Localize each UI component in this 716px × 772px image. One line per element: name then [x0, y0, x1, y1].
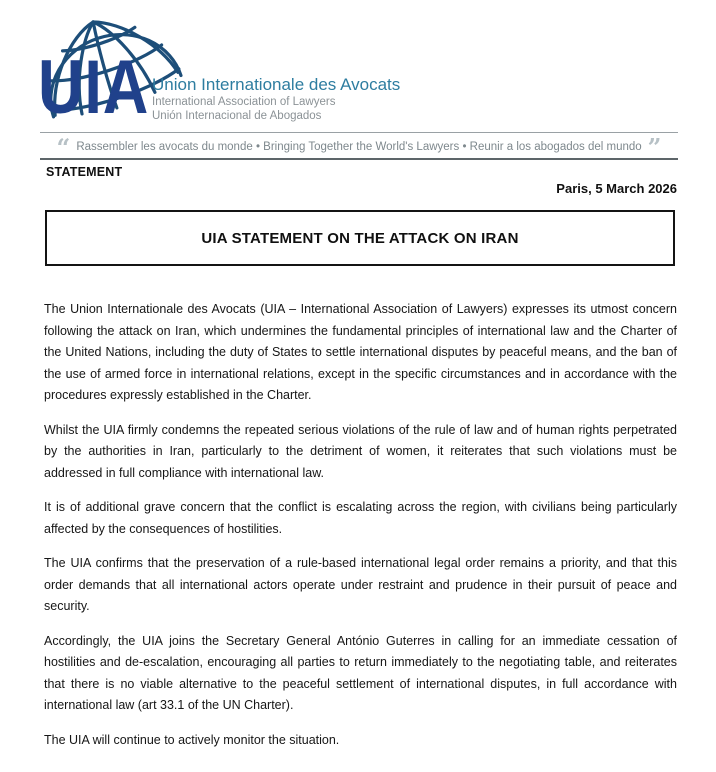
paragraph: It is of additional grave concern that the conflict is escalating across the region, with civilians being particularly affected by the consequences of hostilities. [44, 500, 677, 536]
paragraph: Whilst the UIA firmly condemns the repeated serious violations of the rule of law and of human rights perpetrated by the authorities in Iran, particularly to the detriment of women, it reiterates that such violations must be addressed in full compliance with international law. [44, 422, 677, 480]
tagline-banner [40, 132, 678, 160]
tagline-text: Rassembler les avocats du monde • Bringing Together the World's Lawyers • Reunir a los abogados del mundo [76, 141, 642, 153]
paragraph: The UIA will continue to actively monitor the situation. [44, 732, 340, 747]
logo-names [152, 75, 400, 123]
logo-name-french: Union Internationale des Avocats [152, 75, 401, 94]
dateline: Paris, 5 March 2026 [556, 181, 677, 196]
open-quote-icon: “ [56, 133, 71, 162]
paragraph: The Union Internationale des Avocats (UIA – International Association of Lawyers) expresses its utmost concern following the attack on Iran, which undermines the fundamental principles of international law and the Charter of the United Nations, including the duty of States to settle international disputes by peaceful means, and the ban of the use of armed force in international relations, except in the specific circumstances and in accordance with the procedures expressly established in the Charter. [44, 302, 677, 402]
document-title: UIA STATEMENT ON THE ATTACK ON IRAN [201, 229, 519, 247]
paragraph: Accordingly, the UIA joins the Secretary General António Guterres in calling for an immediate cessation of hostilities and de-escalation, encouraging all parties to return immediately to the negotiating table, and reiterates that there is no viable alternative to the peaceful settlement of international disputes, in full accordance with international law (art 33.1 of the UN Charter). [44, 633, 677, 712]
statement-body [44, 299, 677, 764]
title-box [45, 210, 675, 266]
logo-name-spanish: Unión Internacional de Abogados [152, 109, 322, 122]
logo-name-english: International Association of Lawyers [152, 96, 336, 108]
statement-label: STATEMENT [46, 165, 123, 179]
paragraph: The UIA confirms that the preservation of a rule-based international legal order remains a priority, and that this order demands that all international actors operate under restraint and prudence in their pursuit of peace and security. [44, 556, 677, 613]
close-quote-icon: ” [647, 133, 662, 162]
logo-acronym: UIA [38, 45, 150, 130]
